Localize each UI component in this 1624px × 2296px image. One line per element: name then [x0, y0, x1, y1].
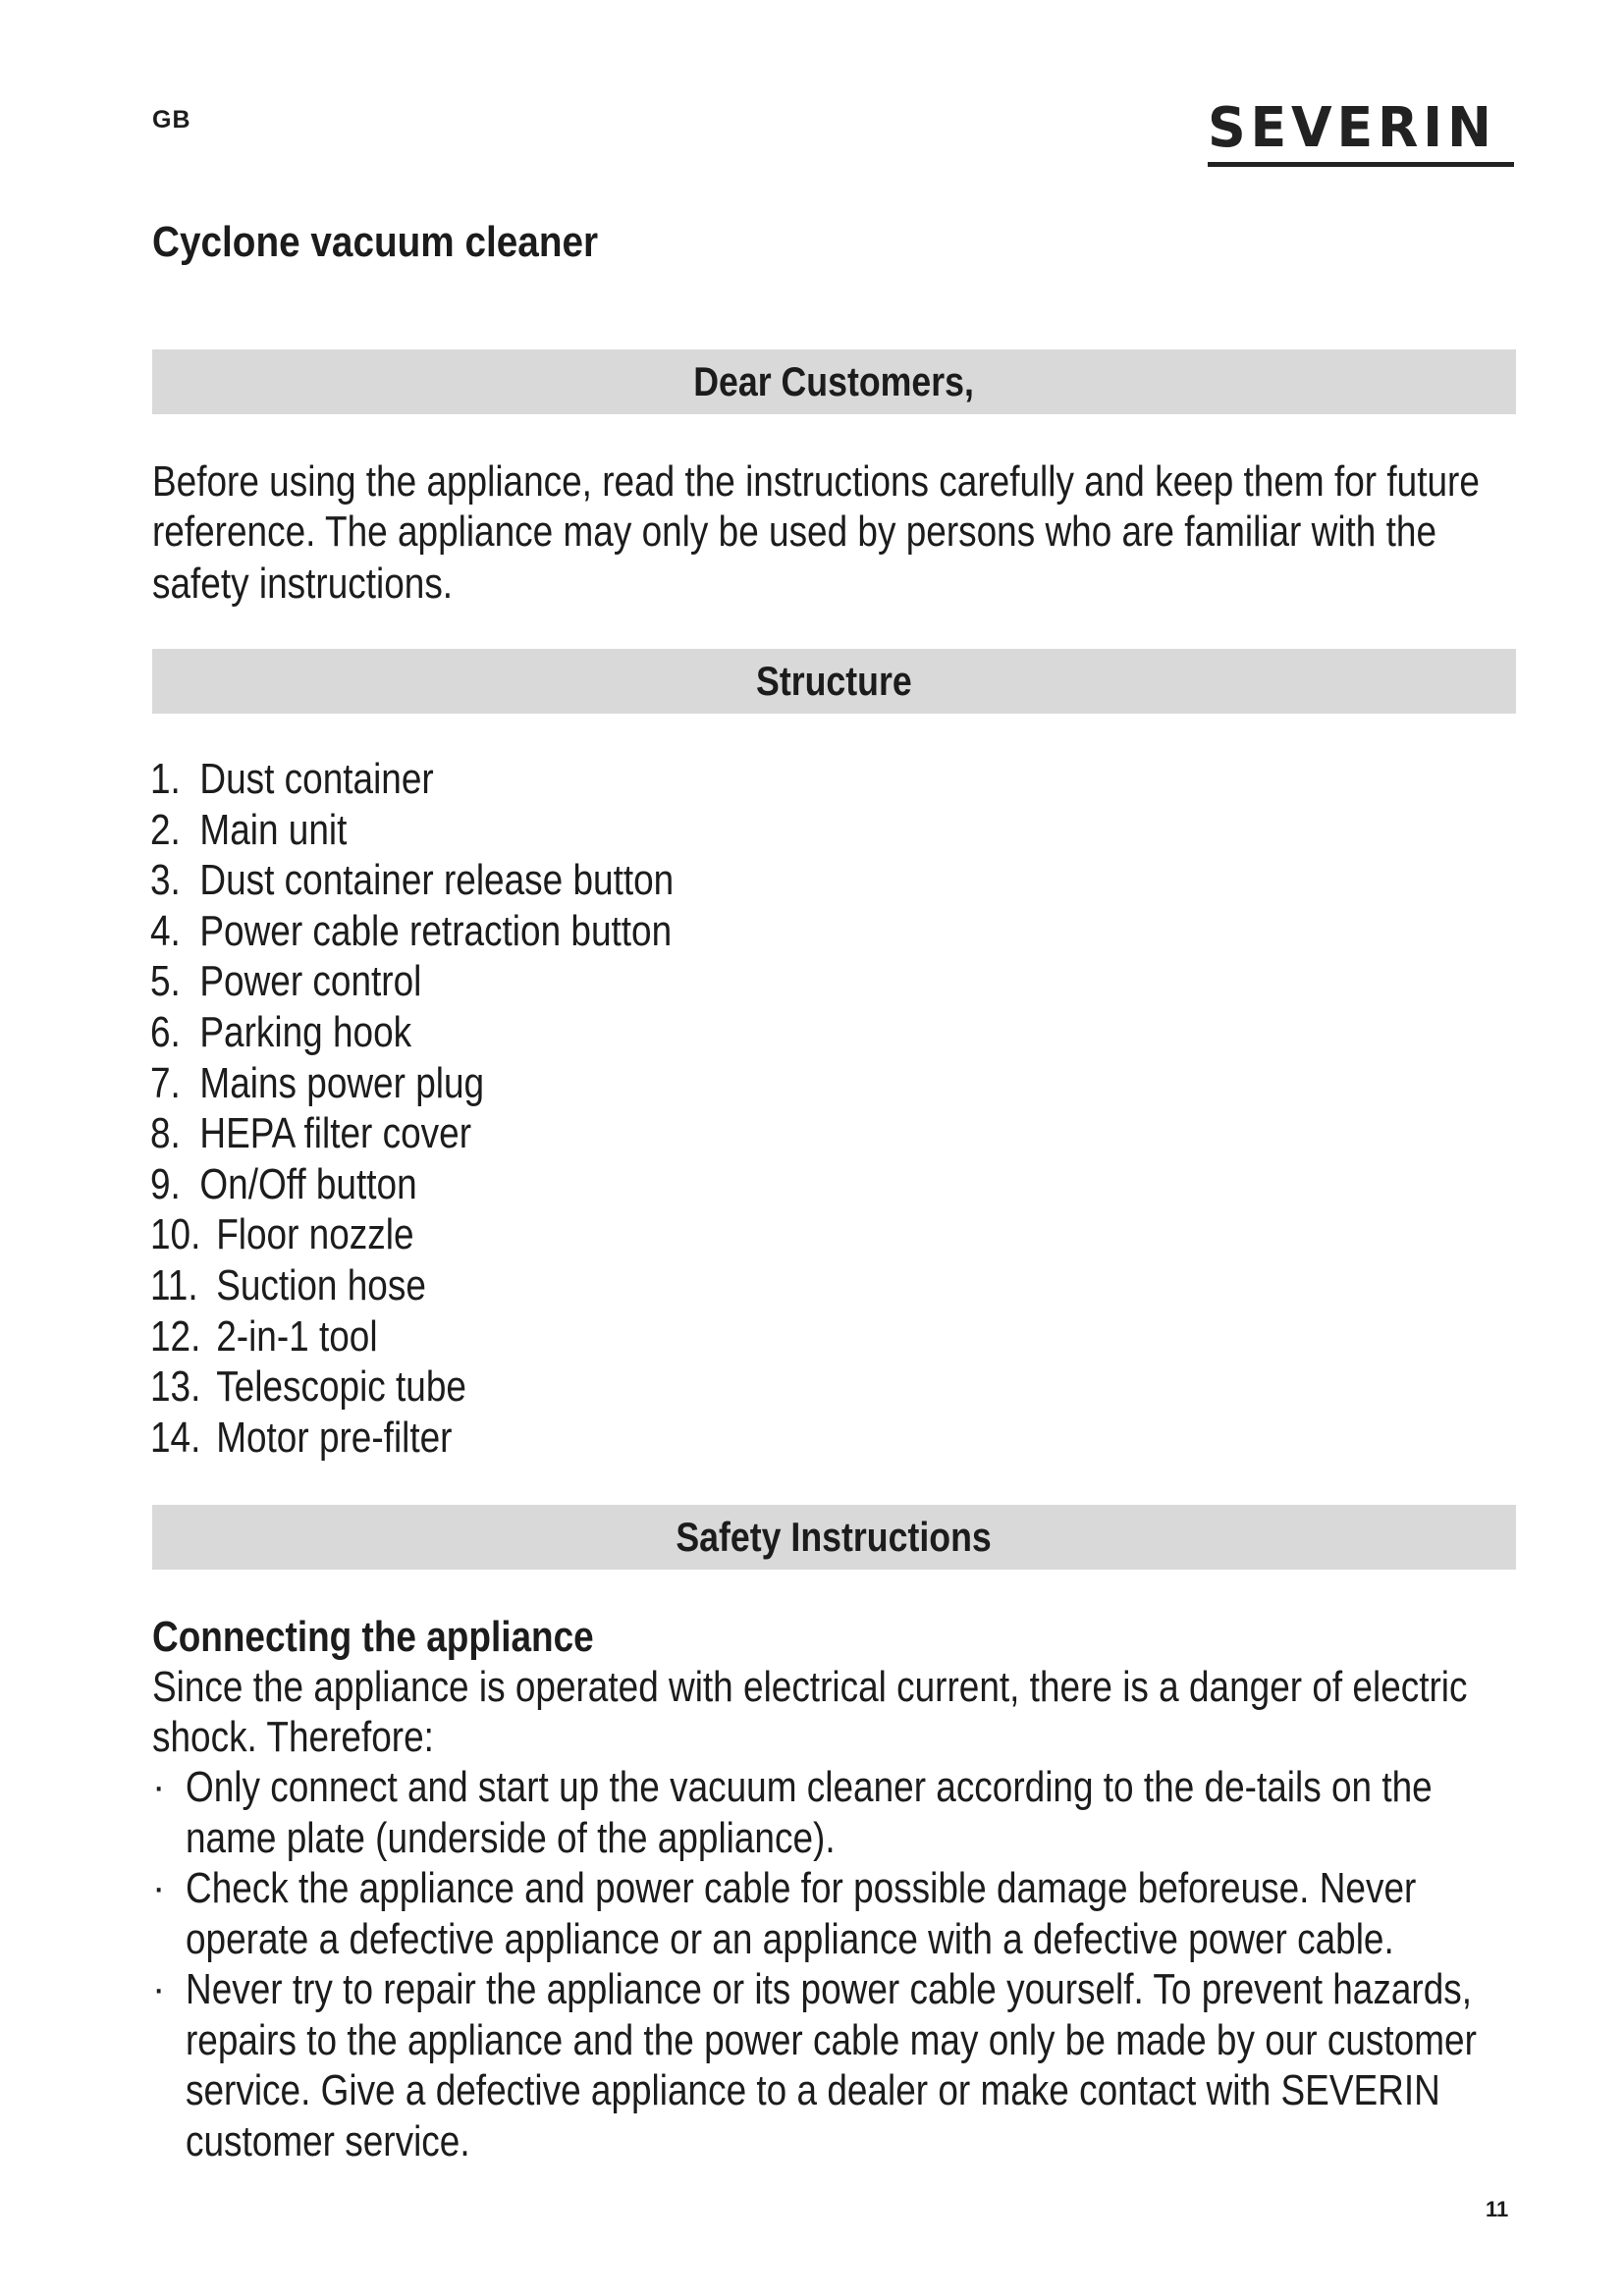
- list-item: 13. Telescopic tube: [150, 1362, 466, 1412]
- language-code: GB: [152, 106, 191, 133]
- paragraph-line: reference. The appliance may only be used by persons who are familiar with the: [152, 507, 1437, 556]
- page-number: 11: [1486, 2197, 1509, 2221]
- list-item: 4. Power cable retraction button: [150, 906, 673, 955]
- list-item: 8. HEPA filter cover: [150, 1109, 472, 1158]
- paragraph-line: shock. Therefore:: [152, 1713, 434, 1761]
- paragraph-line: Since the appliance is operated with electrical current, there is a danger of electric: [152, 1663, 1468, 1711]
- list-item: 1. Dust container: [150, 755, 434, 803]
- section-heading: Structure: [756, 658, 912, 704]
- section-heading: Safety Instructions: [676, 1514, 993, 1560]
- brand-logo: [1208, 96, 1514, 160]
- section-header-dear-customers: [152, 349, 1516, 414]
- bullet-marker-icon: ·: [152, 1967, 166, 2010]
- list-item: 11. Suction hose: [150, 1260, 426, 1309]
- structure-list: [150, 754, 674, 1463]
- subsection-heading: Connecting the appliance: [152, 1613, 594, 1661]
- brand-wordmark: SEVERIN: [1208, 96, 1496, 160]
- list-item: 12. 2-in-1 tool: [150, 1311, 378, 1361]
- list-item: 7. Mains power plug: [150, 1058, 485, 1107]
- bullet-marker-icon: ·: [152, 1765, 166, 1808]
- bullet-item: · Only connect and start up the vacuum cleaner according to the de-tails on the name plate (underside of the appliance).: [152, 1763, 1433, 1862]
- safety-bullet-list: [152, 1762, 1624, 2166]
- paragraph-line: Before using the appliance, read the instructions carefully and keep them for future: [152, 457, 1480, 506]
- section-header-safety-instructions: [152, 1505, 1516, 1570]
- list-item: 9. On/Off button: [150, 1159, 417, 1208]
- list-item: 10. Floor nozzle: [150, 1210, 414, 1259]
- list-item: 14. Motor pre-filter: [150, 1413, 453, 1462]
- brand-underline: [1208, 162, 1514, 167]
- section-heading: Dear Customers,: [693, 358, 975, 404]
- paragraph-line: safety instructions.: [152, 560, 454, 608]
- section-header-structure: [152, 649, 1516, 714]
- list-item: 6. Parking hook: [150, 1007, 412, 1056]
- list-item: 3. Dust container release button: [150, 856, 675, 905]
- intro-paragraph: [152, 456, 1480, 609]
- list-item: 5. Power control: [150, 957, 422, 1006]
- list-item: 2. Main unit: [150, 805, 348, 854]
- bullet-marker-icon: ·: [152, 1866, 166, 1909]
- safety-intro: [152, 1662, 1468, 1762]
- page-title: Cyclone vacuum cleaner: [152, 218, 599, 266]
- bullet-item: · Never try to repair the appliance or its power cable yourself. To prevent hazards, repairs to the appliance and the power cable may only be made by our customer service. Give a defective appliance to a dealer or make contact with SEVERIN customer service.: [152, 1965, 1477, 2165]
- bullet-item: · Check the appliance and power cable for possible damage beforeuse. Never operate a defective appliance or an appliance with a defective power cable.: [152, 1864, 1417, 1963]
